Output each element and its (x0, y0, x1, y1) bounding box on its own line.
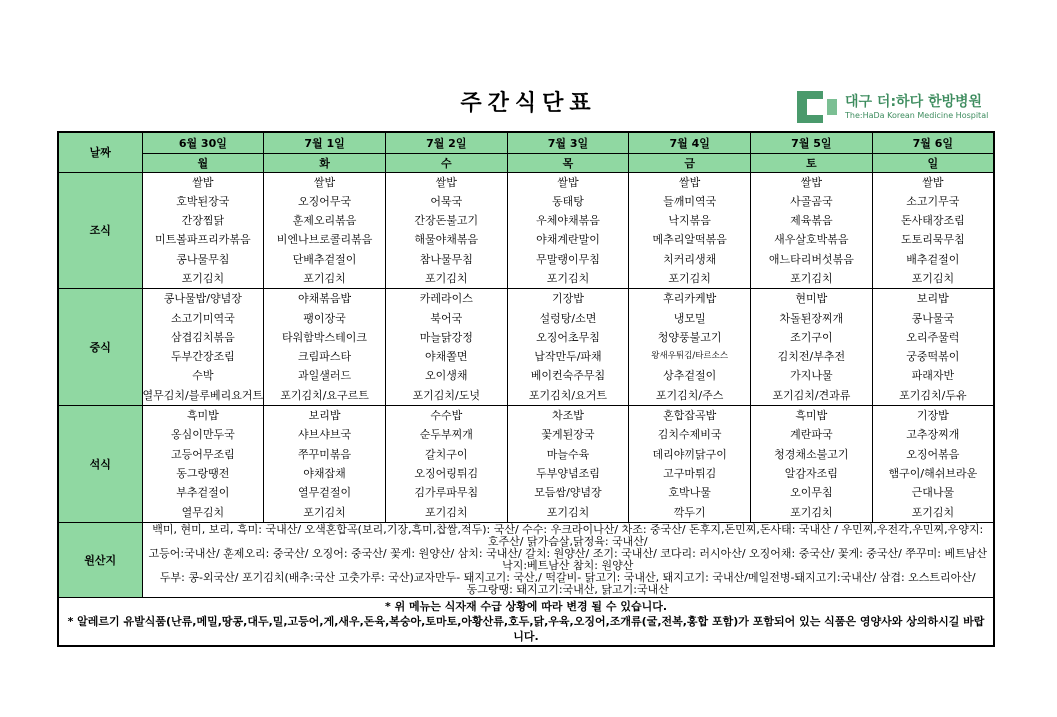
menu-item: 포기김치/주스 (655, 388, 724, 402)
menu-item: 차돌된장찌개 (779, 311, 844, 325)
menu-item: 간장돈불고기 (414, 214, 479, 228)
menu-item: 포기김치 (790, 505, 833, 519)
menu-item: 조기구이 (790, 330, 833, 344)
menu-item: 소고기미역국 (170, 311, 235, 325)
menu-item: 비엔나브로콜리볶음 (276, 233, 373, 247)
menu-item: 햄구이/해쉬브라운 (888, 466, 978, 480)
note-line: * 위 메뉴는 식자재 수급 상황에 따라 변경 될 수 있습니다. (385, 599, 667, 613)
date-cell: 6월 30일 (142, 132, 264, 153)
menu-item: 흑미밥 (795, 409, 828, 423)
menu-item: 샤브샤브국 (297, 428, 352, 442)
menu-item: 포기김치 (303, 505, 346, 519)
menu-item: 두부양념조림 (536, 466, 600, 480)
origin-line: 고등어:국내산/ 훈제오리: 중국산/ 오징어: 중국산/ 꽃게: 원양산/ 삼치: 국내산/ 갈치: 원양산/ 조기: 국내산/ 코다리: 러시아산/ 오징어채: 중국산/ 꽃게: 중국산/ 쭈꾸미: 베트남산 낙지:베트남산 참치: 원양산 (148, 546, 987, 572)
menu-item: 김가루파무침 (414, 486, 479, 500)
menu-item: 해물야채볶음 (414, 233, 479, 247)
menu-item: 고등어무조림 (170, 447, 235, 461)
menu-item: 무말랭이무침 (536, 252, 600, 266)
menu-item: 냉모밀 (673, 311, 706, 325)
menu-item: 오징어링튀김 (414, 466, 479, 480)
menu-cell (872, 406, 994, 523)
menu-item: 김치수제비국 (657, 428, 722, 442)
menu-item: 포기김치/요구르트 (280, 388, 369, 402)
menu-item: 근대나물 (911, 486, 955, 500)
menu-item: 후리카케밥 (663, 292, 717, 306)
menu-item: 두부간장조림 (170, 350, 235, 364)
menu-item: 부추겉절이 (176, 486, 230, 500)
menu-item: 차조밥 (552, 409, 584, 423)
menu-item: 궁중떡볶이 (906, 350, 960, 364)
menu-item: 현미밥 (795, 292, 828, 306)
menu-item: 카레라이스 (419, 292, 473, 306)
menu-item: 순두부찌개 (419, 428, 473, 442)
origin-line: 동그랑땡: 돼지고기:국내산, 닭고기:국내산 (466, 582, 669, 596)
menu-item: 오리주물럭 (906, 330, 960, 344)
date-cell: 7월 2일 (385, 132, 507, 153)
menu-item: 참나물무침 (419, 252, 473, 266)
menu-item: 데리야끼닭구이 (652, 447, 727, 461)
menu-cell (629, 289, 751, 406)
menu-item: 김치전/부추전 (777, 350, 846, 364)
menu-item: 포기김치 (425, 271, 468, 285)
menu-item: 쌀밥 (557, 175, 579, 189)
menu-item: 혼합잡곡밥 (663, 409, 717, 423)
menu-item: 상추겉절이 (663, 369, 717, 383)
date-cell: 7월 3일 (507, 132, 629, 153)
menu-item: 야채쫄면 (425, 350, 468, 364)
date-row (58, 132, 994, 153)
menu-item: 제육볶음 (790, 214, 833, 228)
menu-item: 계란파국 (790, 428, 833, 442)
day-cell: 금 (629, 153, 751, 172)
menu-item: 왕새우튀김/타르소스 (651, 351, 729, 362)
menu-item: 열무김치/블루베리요거트 (142, 388, 264, 402)
menu-item: 갈치구이 (425, 447, 468, 461)
menu-item: 호박된장국 (176, 194, 230, 208)
menu-item: 열무겉절이 (297, 486, 352, 500)
menu-item: 포기김치 (911, 271, 955, 285)
page-title: 주간식단표 (460, 91, 597, 116)
menu-item: 오이무침 (790, 486, 833, 500)
menu-cell (264, 406, 386, 523)
menu-cell (142, 289, 264, 406)
menu-cell (751, 172, 873, 289)
meal-label: 중식 (58, 289, 142, 406)
day-cell: 토 (751, 153, 873, 172)
menu-item: 쌀밥 (192, 175, 214, 189)
menu-item: 사골곰국 (790, 194, 833, 208)
meal-label: 조식 (58, 172, 142, 289)
menu-item: 설렁탕/소면 (539, 311, 597, 325)
date-cell: 7월 4일 (629, 132, 751, 153)
logo-english-name: The:HaDa Korean Medicine Hospital (845, 111, 989, 120)
menu-item: 납작만두/파채 (534, 350, 602, 364)
notes-row (58, 597, 994, 646)
menu-item: 모듬쌈/양념장 (534, 486, 602, 500)
day-cell: 목 (507, 153, 629, 172)
menu-item: 어묵국 (430, 194, 463, 208)
menu-item: 쌀밥 (922, 175, 944, 189)
menu-cell (629, 406, 751, 523)
meal-row (58, 406, 994, 523)
menu-item: 콩나물밥/양념장 (163, 292, 242, 306)
menu-item: 포기김치/두유 (899, 388, 967, 402)
menu-item: 낙지볶음 (668, 214, 711, 228)
menu-cell (751, 406, 873, 523)
menu-item: 돈사태장조림 (900, 214, 965, 228)
menu-item: 오징어볶음 (906, 447, 960, 461)
menu-item: 단배추겉절이 (292, 252, 357, 266)
menu-item: 삼겹김치볶음 (170, 330, 235, 344)
menu-item: 흑미밥 (186, 409, 219, 423)
menu-item: 마늘닭강정 (419, 330, 473, 344)
menu-cell (629, 172, 751, 289)
menu-item: 팽이장국 (303, 311, 346, 325)
origin-text (142, 522, 994, 597)
menu-item: 새우살호박볶음 (774, 233, 849, 247)
menu-item: 포기김치 (181, 271, 225, 285)
origin-row (58, 522, 994, 597)
menu-item: 포기김치 (546, 505, 590, 519)
menu-item: 치커리생채 (663, 252, 717, 266)
notes-cell (58, 597, 994, 646)
logo-korean-name: 대구 더:하다 한방병원 (845, 94, 983, 110)
day-cell: 수 (385, 153, 507, 172)
menu-item: 포기김치 (546, 271, 590, 285)
menu-item: 포기김치/견과류 (772, 388, 851, 402)
menu-item: 간장찜닭 (181, 214, 225, 228)
menu-item: 콩나물국 (911, 311, 955, 325)
origin-line: 두부: 콩-외국산/ 포기김치(배추:국산 고춧가루: 국산)교자만두- 돼지고기: 국산,/ 떡갈비- 닭고기: 국내산, 돼지고기: 국내산/메일전병-돼지고기:국내산/ 삼겹: 오스트리아산/ (159, 570, 976, 584)
menu-item: 배추겉절이 (906, 252, 960, 266)
menu-item: 포기김치 (790, 271, 833, 285)
menu-item: 포기김치 (668, 271, 711, 285)
menu-item: 꽃게된장국 (541, 428, 595, 442)
menu-cell (264, 289, 386, 406)
menu-item: 야채볶음밥 (297, 292, 352, 306)
menu-item: 북어국 (430, 311, 463, 325)
menu-item: 쌀밥 (800, 175, 822, 189)
menu-item: 소고기무국 (906, 194, 960, 208)
weekly-menu-table (57, 131, 995, 647)
menu-item: 오징어초무침 (536, 330, 600, 344)
menu-cell (507, 406, 629, 523)
menu-cell (507, 172, 629, 289)
menu-cell (385, 172, 507, 289)
menu-item: 크림파스타 (297, 350, 352, 364)
menu-item: 수박 (192, 369, 214, 383)
logo-mark-icon (797, 91, 837, 123)
menu-cell (385, 406, 507, 523)
menu-item: 기장밥 (916, 409, 949, 423)
day-row (58, 153, 994, 172)
menu-item: 기장밥 (552, 292, 584, 306)
menu-item: 콩나물무침 (176, 252, 230, 266)
date-cell: 7월 5일 (751, 132, 873, 153)
menu-item: 메추리알떡볶음 (652, 233, 727, 247)
menu-item: 보리밥 (308, 409, 341, 423)
origin-label: 원산지 (58, 522, 142, 597)
menu-item: 호박나물 (668, 486, 711, 500)
menu-item: 베이컨숙주무침 (530, 369, 606, 383)
menu-item: 오이생채 (425, 369, 468, 383)
menu-item: 애느타리버섯볶음 (768, 252, 854, 266)
menu-cell (142, 406, 264, 523)
date-cell: 7월 1일 (264, 132, 386, 153)
menu-item: 열무김치 (181, 505, 225, 519)
menu-item: 마늘수육 (546, 447, 590, 461)
menu-item: 우체야채볶음 (536, 214, 600, 228)
menu-item: 청경채소불고기 (774, 447, 849, 461)
menu-cell (385, 289, 507, 406)
menu-item: 야채잡채 (303, 466, 346, 480)
date-label-cell: 날짜 (58, 132, 142, 172)
menu-item: 포기김치/도넛 (412, 388, 480, 402)
menu-item: 동태탕 (552, 194, 584, 208)
menu-cell (264, 172, 386, 289)
menu-item: 고추장찌개 (906, 428, 960, 442)
menu-item: 쌀밥 (313, 175, 336, 189)
menu-cell (507, 289, 629, 406)
menu-item: 미트볼파프리카볶음 (155, 233, 251, 247)
menu-item: 청양풍불고기 (657, 330, 722, 344)
menu-item: 보리밥 (916, 292, 949, 306)
menu-item: 수수밥 (430, 409, 463, 423)
menu-item: 깍두기 (673, 505, 706, 519)
menu-cell (872, 289, 994, 406)
menu-item: 들깨미역국 (663, 194, 717, 208)
menu-item: 쌀밥 (435, 175, 457, 189)
menu-cell (751, 289, 873, 406)
menu-cell (142, 172, 264, 289)
meal-row (58, 289, 994, 406)
menu-item: 과일샐러드 (297, 369, 352, 383)
menu-item: 고구마튀김 (663, 466, 717, 480)
date-cell: 7월 6일 (872, 132, 994, 153)
menu-item: 포기김치 (425, 505, 468, 519)
menu-item: 옹심이만두국 (170, 428, 235, 442)
menu-item: 알감자조림 (784, 466, 838, 480)
menu-item: 파래자반 (911, 369, 955, 383)
menu-item: 포기김치/요거트 (528, 388, 607, 402)
menu-item: 오징어무국 (297, 194, 352, 208)
day-cell: 월 (142, 153, 264, 172)
origin-line: 백미, 현미, 보리, 흑미: 국내산/ 오색혼합곡(보리,기장,흑미,찹쌀,적두): 국산/ 수수: 우크라이나산/ 차조: 중국산/ 돈후지,돈민찌,돈사태: 국내산 / 우민찌,우전각,우민찌,우양지: 호주산/ 닭가슴살,닭정육: 국내산/ (152, 522, 984, 548)
menu-item: 가지나물 (790, 369, 833, 383)
menu-item: 야채계란말이 (536, 233, 600, 247)
menu-item: 포기김치 (911, 505, 955, 519)
day-cell: 일 (872, 153, 994, 172)
meal-label: 석식 (58, 406, 142, 523)
menu-item: 훈제오리볶음 (292, 214, 357, 228)
menu-item: 쭈꾸미볶음 (297, 447, 352, 461)
day-cell: 화 (264, 153, 386, 172)
menu-item: 타워함박스테이크 (282, 330, 368, 344)
note-line: * 알레르기 유발식품(난류,메밀,땅콩,대두,밀,고등어,게,새우,돈육,복숭아,토마토,아황산류,호두,닭,우육,오징어,조개류(굴,전복,홍합 포함)가 포함되어 있는 식품은 영양사와 상의하시길 바랍니다. (67, 614, 985, 643)
menu-item: 포기김치 (303, 271, 346, 285)
menu-item: 쌀밥 (679, 175, 701, 189)
menu-item: 도토리묵무침 (900, 233, 965, 247)
meal-row (58, 172, 994, 289)
menu-item: 동그랑땡전 (176, 466, 230, 480)
menu-cell (872, 172, 994, 289)
